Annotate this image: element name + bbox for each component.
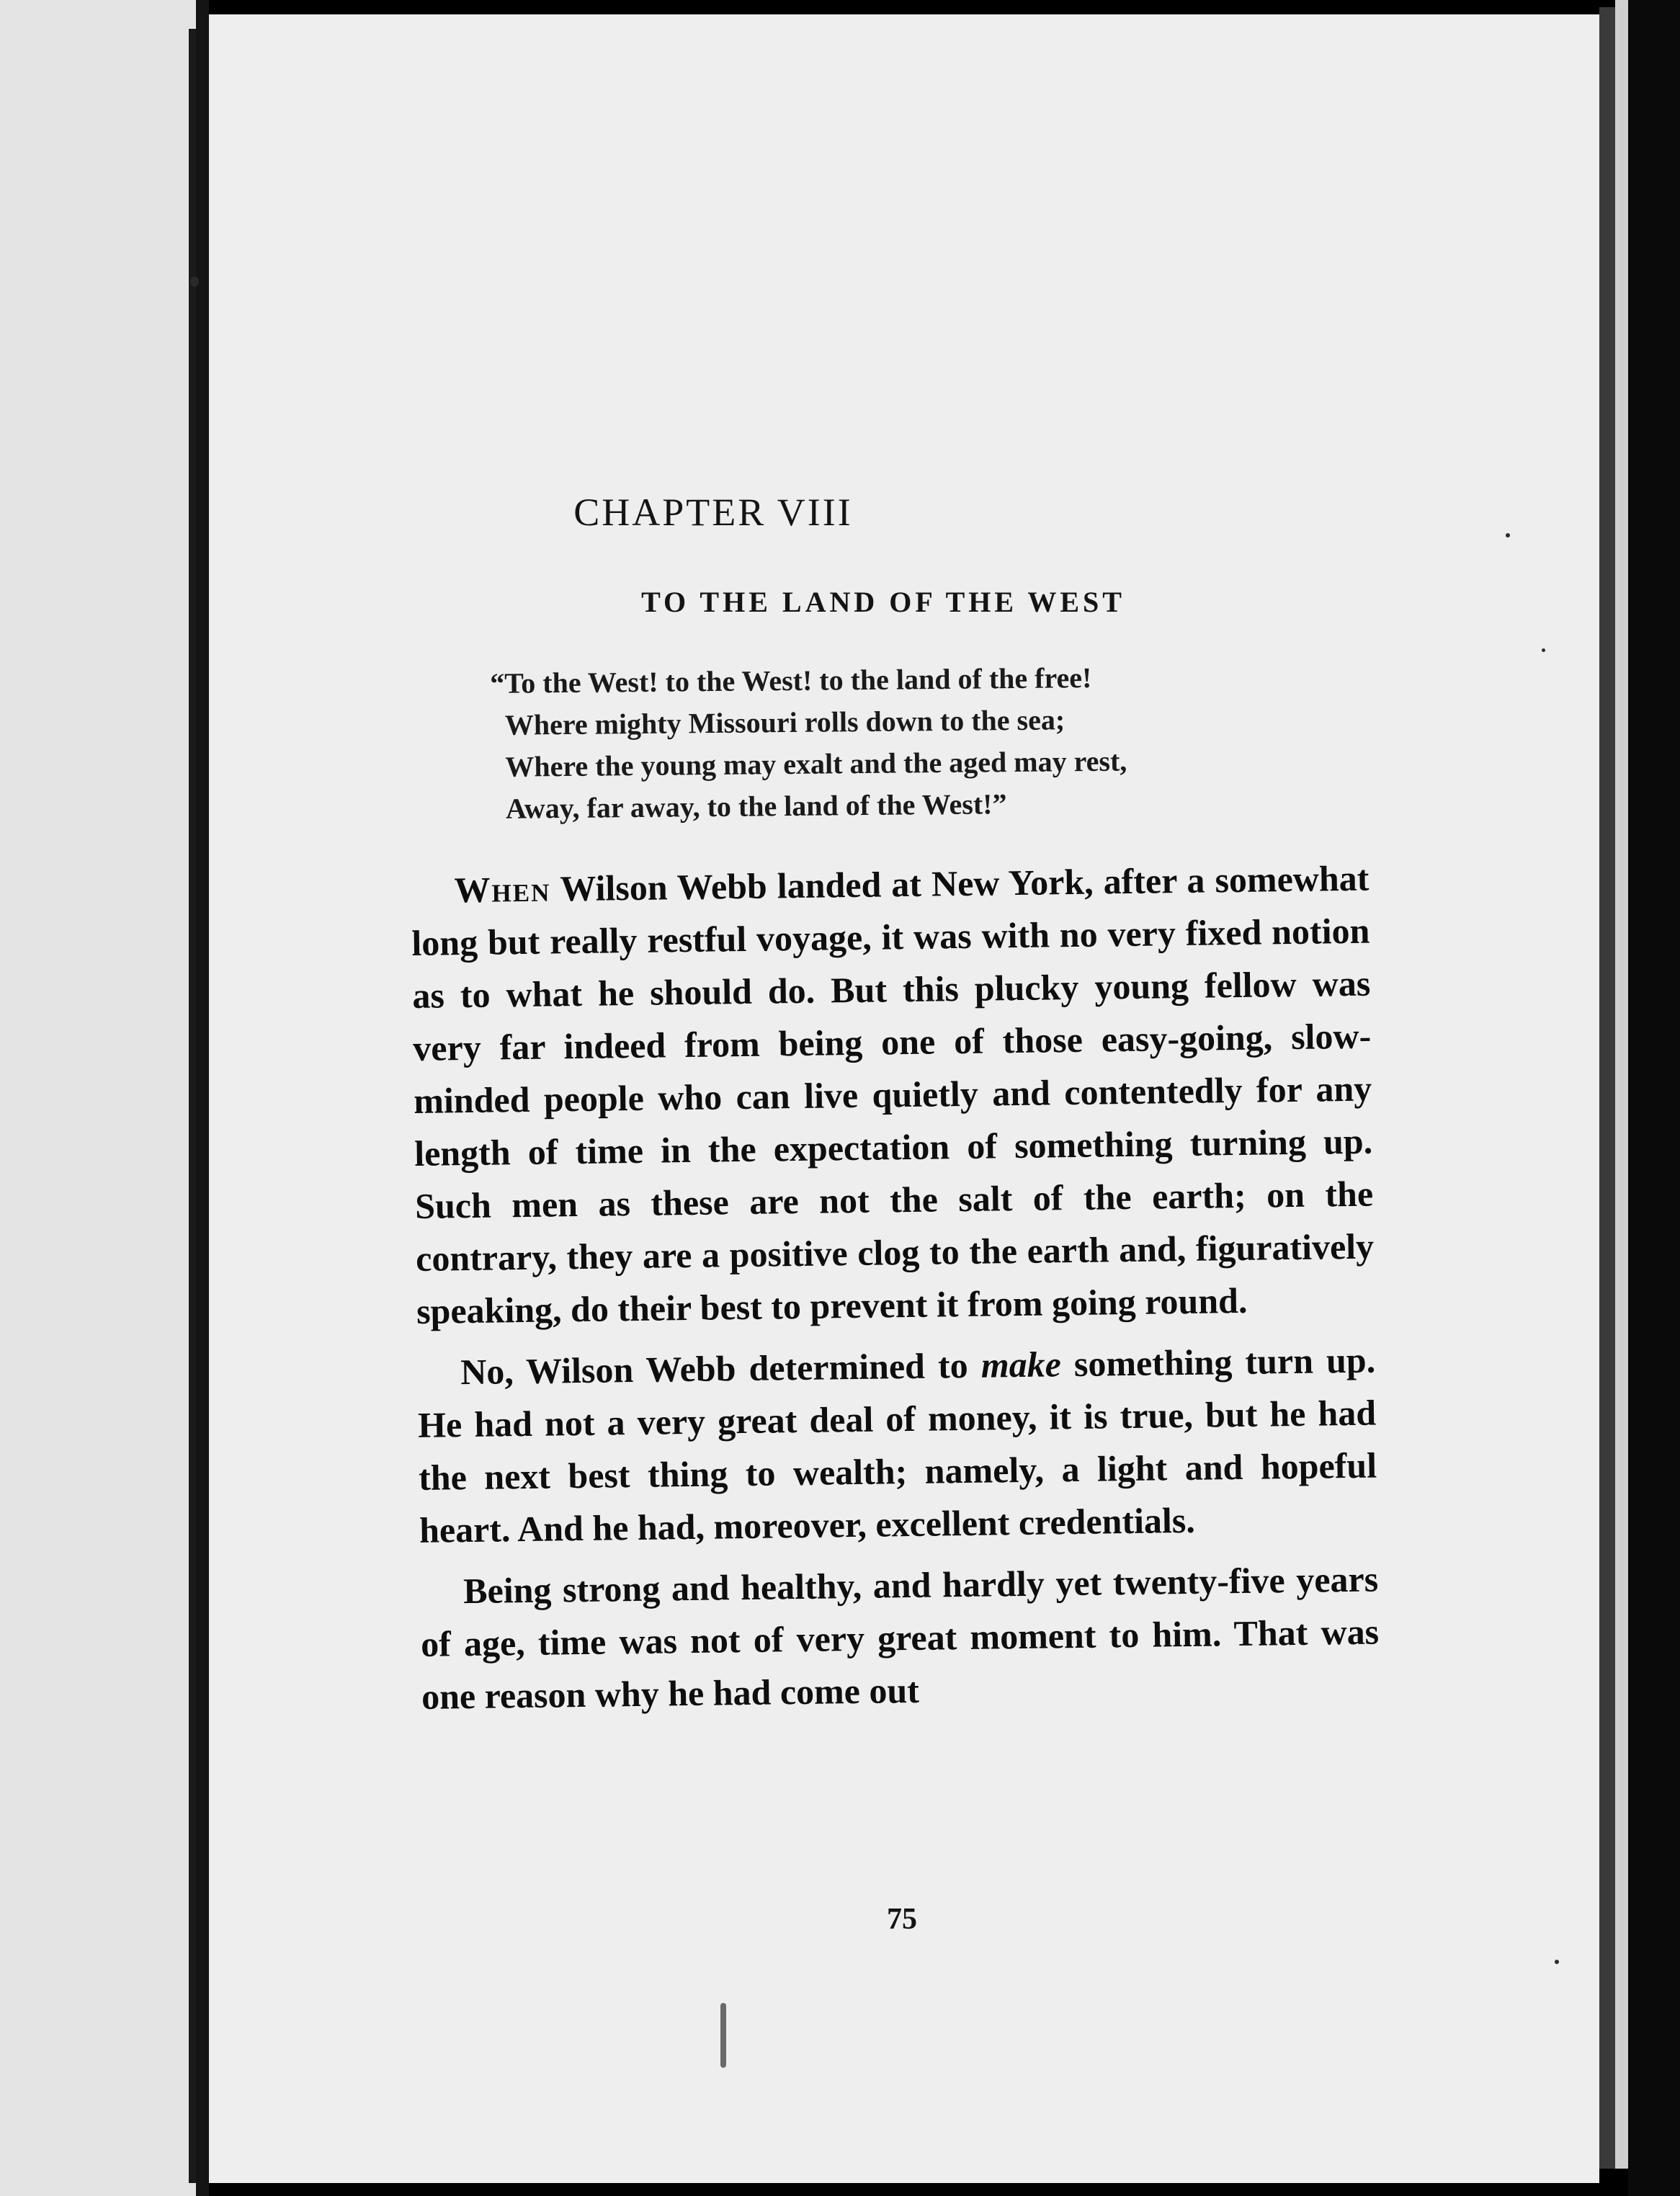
left-page-edge <box>0 0 206 2196</box>
scan-speck <box>1542 648 1545 652</box>
paragraph <box>420 1553 1380 1723</box>
scan-speck <box>1555 1960 1559 1964</box>
right-page-edge-shadow <box>1599 7 1615 2169</box>
epigraph-line: Where mighty Missouri rolls down to the sea; <box>504 703 1065 741</box>
body-text <box>411 852 1380 1723</box>
chapter-heading: CHAPTER VIII <box>573 491 853 534</box>
epigraph <box>490 654 1392 830</box>
paragraph-lead-word: When <box>454 868 551 911</box>
scan-speck <box>720 2003 726 2068</box>
scan-speck <box>1506 533 1510 537</box>
scan-speck <box>190 277 199 287</box>
epigraph-line: Away, far away, to the land of the West!” <box>505 787 1007 825</box>
paragraph <box>417 1334 1378 1557</box>
paragraph-text: Being strong and healthy, and hardly yet twenty-five years of age, time was not of very great moment to him. That was one reason why he had come out <box>420 1558 1380 1717</box>
paragraph-italic-word: make <box>980 1344 1062 1385</box>
book-gutter <box>196 0 209 2196</box>
epigraph-line: “To the West! to the West! to the land of the free! <box>490 661 1092 700</box>
paragraph-text: No, Wilson Webb determined to <box>460 1344 982 1393</box>
left-page-border <box>189 29 196 2183</box>
right-page-edge-leaves <box>1615 0 1628 2169</box>
paragraph-text: something turn up. He had not a very great deal of money, it is true, but he had the next best thing to wealth; namely, a light and hopeful heart. And he had, moreover, excellent credentials. <box>417 1339 1377 1550</box>
page-number: 75 <box>887 1903 917 1936</box>
right-scan-border <box>1628 0 1680 2196</box>
paragraph-text: Wilson Webb landed at New York, after a somewhat long but really restful voyage, it was with no very fixed notion as to what he should do. But this plucky young fellow was very far indeed from being one of those easy-going, slow-minded people who can live quietly and contentedly for any length of time in the expectation of something turning up. Such men as these are not the salt of the earth; on the contrary, they are a positive clog to the earth and, figuratively speaking, do their best to prevent it from going round. <box>411 857 1375 1331</box>
chapter-subtitle: TO THE LAND OF THE WEST <box>641 586 1125 618</box>
epigraph-line: Where the young may exalt and the aged may rest, <box>505 744 1127 783</box>
paragraph <box>411 852 1375 1338</box>
